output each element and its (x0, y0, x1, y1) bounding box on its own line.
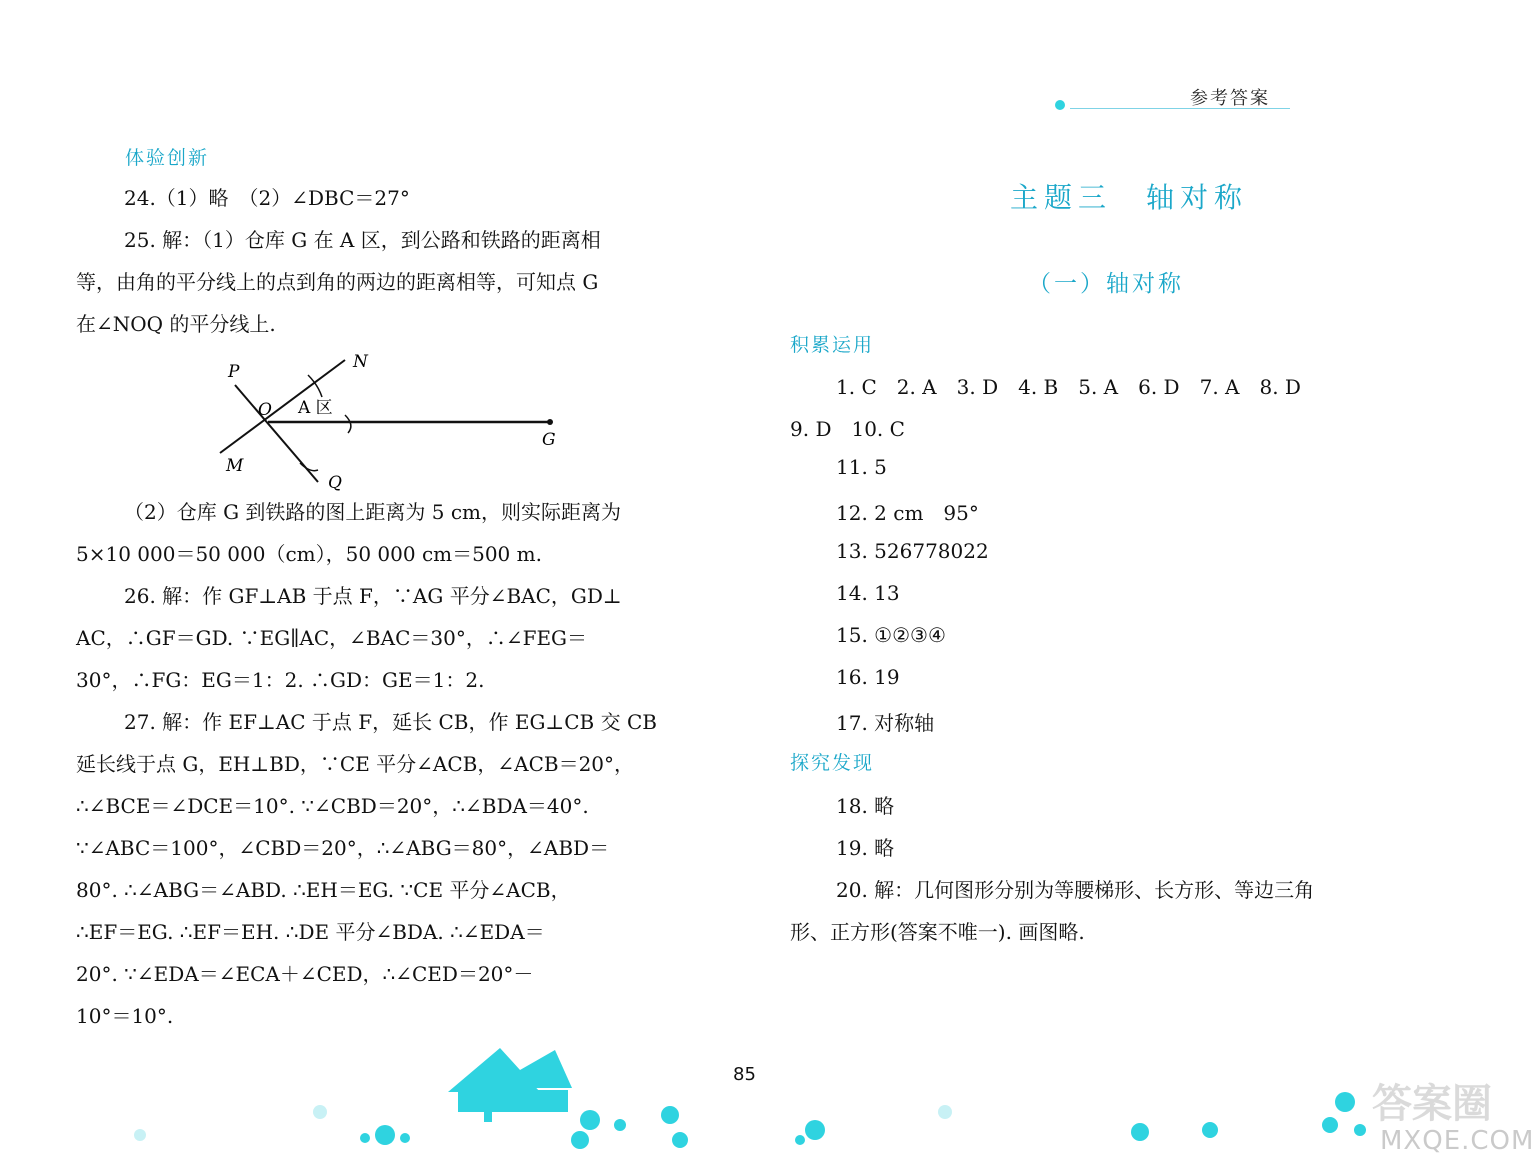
answer-27-line7: 20°. ∵∠EDA＝∠ECA＋∠CED，∴∠CED＝20°－ (76, 962, 534, 986)
answer-25-line2: 等，由角的平分线上的点到角的两边的距离相等，可知点 G (76, 270, 599, 294)
section-experience-innovation: 体验创新 (125, 147, 210, 169)
answer-15: 15. ①②③④ (836, 623, 946, 647)
answer-14: 14. 13 (836, 581, 900, 605)
watermark-logo: 答案圈 (1372, 1081, 1492, 1127)
answer-26-line2: AC，∴GF＝GD. ∵EG∥AC，∠BAC＝30°，∴∠FEG＝ (76, 626, 588, 650)
arc-mark-3 (345, 415, 351, 433)
answer-25-part2-line2: 5×10 000＝50 000（cm），50 000 cm＝500 m. (76, 542, 542, 566)
point-G (547, 419, 553, 425)
answer-27-line4: ∵∠ABC＝100°，∠CBD＝20°，∴∠ABG＝80°，∠ABD＝ (76, 836, 610, 860)
section-title: （一）轴对称 (1028, 271, 1184, 297)
answer-16: 16. 19 (836, 665, 900, 689)
snowflake-cluster-4 (795, 1120, 825, 1145)
answer-24: 24.（1）略 （2）∠DBC＝27° (124, 186, 410, 210)
label-N: N (353, 352, 368, 372)
answers-row-1: 1. C 2. A 3. D 4. B 5. A 6. D 7. A 8. D (836, 375, 1301, 399)
label-Q: Q (328, 473, 342, 493)
footer-decoration (0, 1030, 1536, 1163)
answer-27-line1: 27. 解：作 EF⊥AC 于点 F，延长 CB，作 EG⊥CB 交 CB (124, 710, 657, 734)
answer-11: 11. 5 (836, 455, 887, 479)
answer-17: 17. 对称轴 (836, 711, 935, 735)
snowflake-cluster-6 (1322, 1092, 1366, 1136)
snowflake-cluster-2 (571, 1110, 626, 1149)
answer-13: 13. 526778022 (836, 539, 989, 563)
section-explore-discover: 探究发现 (790, 752, 875, 774)
answer-20-line2: 形、正方形(答案不唯一). 画图略. (790, 920, 1085, 944)
house-door (484, 1100, 492, 1122)
label-P: P (228, 362, 240, 382)
house-body (458, 1090, 568, 1112)
label-A-zone: A 区 (298, 398, 333, 418)
answers-row-2: 9. D 10. C (790, 417, 905, 441)
answer-25-line3: 在∠NOQ 的平分线上. (76, 312, 276, 336)
faint-dot-2 (134, 1129, 146, 1141)
answer-26-line3: 30°，∴FG：EG＝1：2. ∴GD：GE＝1：2. (76, 668, 485, 692)
answer-25-part2-line1: （2）仓库 G 到铁路的图上距离为 5 cm，则实际距离为 (124, 500, 622, 524)
faint-dot-3 (938, 1105, 952, 1119)
snowflake-cluster-3 (661, 1106, 688, 1148)
snowflake-cluster-1 (360, 1125, 410, 1145)
faint-dot-1 (313, 1105, 327, 1119)
answer-26-line1: 26. 解：作 GF⊥AB 于点 F，∵AG 平分∠BAC，GD⊥ (124, 584, 622, 608)
answer-12: 12. 2 cm 95° (836, 501, 979, 525)
answer-27-line5: 80°. ∴∠ABG＝∠ABD. ∴EH＝EG. ∵CE 平分∠ACB， (76, 878, 571, 902)
label-M: M (226, 456, 244, 476)
answer-27-line6: ∴EF＝EG. ∴EF＝EH. ∴DE 平分∠BDA. ∴∠EDA＝ (76, 920, 545, 944)
house-side-roof (520, 1050, 572, 1088)
answer-27-line2: 延长线于点 G，EH⊥BD，∵CE 平分∠ACB，∠ACB＝20°， (76, 752, 635, 776)
watermark-url: MXQE.COM (1380, 1126, 1535, 1156)
section-accumulate-apply: 积累运用 (790, 334, 875, 356)
answer-27-line3: ∴∠BCE＝∠DCE＝10°. ∵∠CBD＝20°，∴∠BDA＝40°. (76, 794, 589, 818)
answer-25-line1: 25. 解：（1）仓库 G 在 A 区，到公路和铁路的距离相 (124, 228, 601, 252)
header-title: 参考答案 (1190, 88, 1270, 109)
angle-bisector-figure (200, 345, 580, 495)
answer-20-line1: 20. 解：几何图形分别为等腰梯形、长方形、等边三角 (836, 878, 1315, 902)
answer-18: 18. 略 (836, 794, 895, 818)
chapter-title: 主题三 轴对称 (1010, 181, 1249, 214)
label-O: O (258, 400, 272, 420)
snowflake-cluster-5 (1131, 1122, 1218, 1141)
answer-19: 19. 略 (836, 836, 895, 860)
answer-27-line8: 10°＝10°. (76, 1004, 174, 1028)
page-number: 85 (733, 1064, 756, 1085)
header-dot (1055, 100, 1065, 110)
label-G: G (542, 430, 556, 450)
